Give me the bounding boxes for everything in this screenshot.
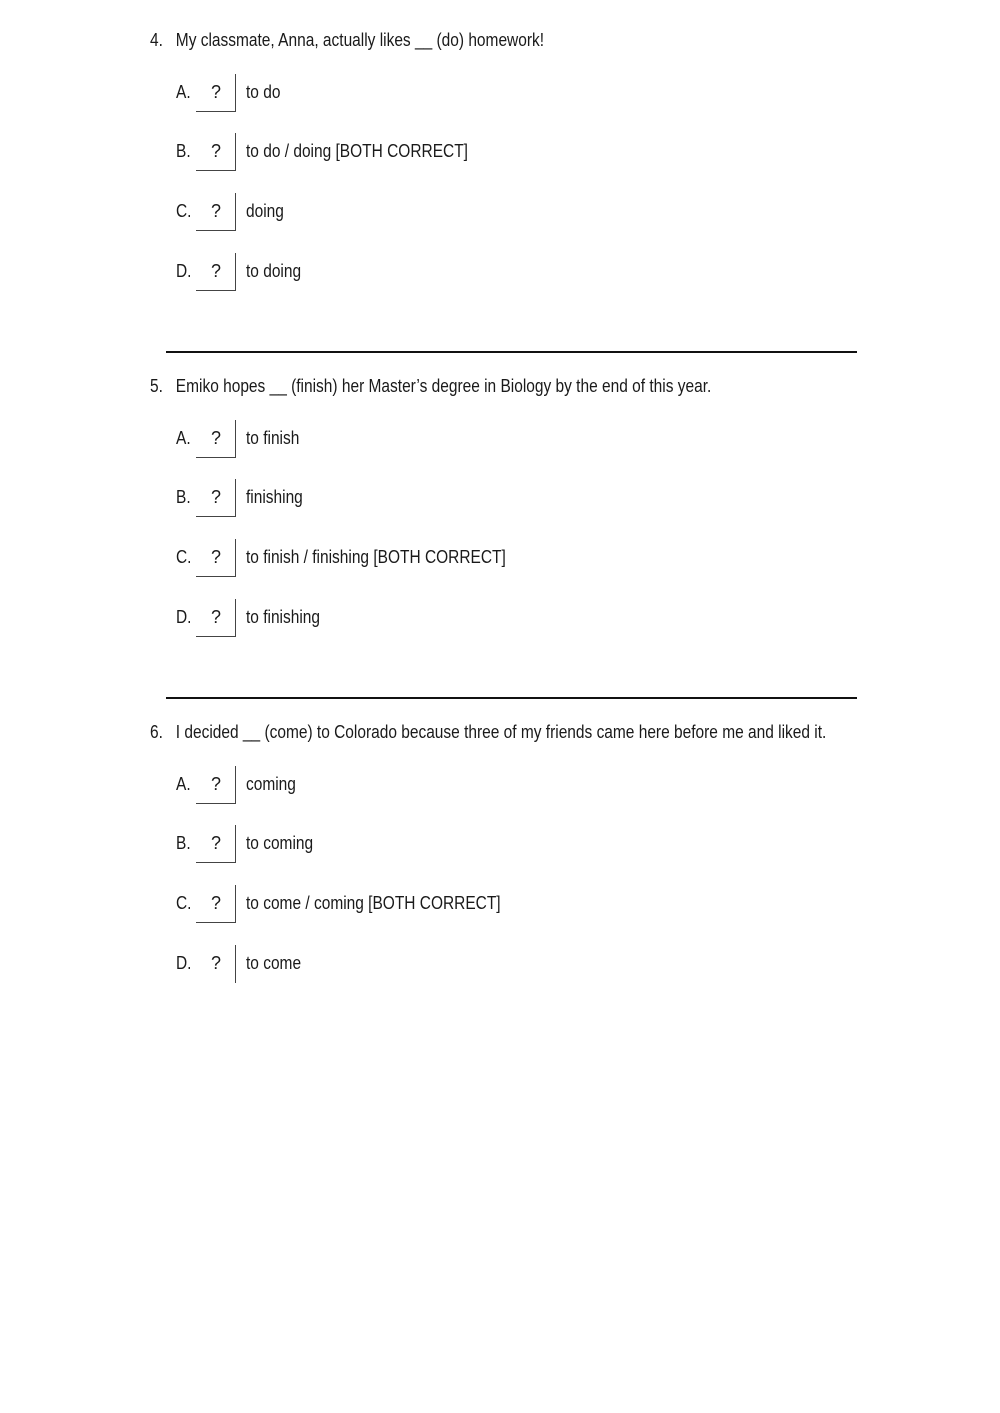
answer-box[interactable] — [196, 945, 236, 983]
option-d — [176, 253, 876, 293]
question-number: 5. — [150, 376, 163, 396]
option-text: to finishing — [246, 607, 321, 627]
answer-box[interactable] — [196, 133, 236, 171]
question-text: Emiko hopes __ (finish) her Master’s degree in Biology by the end of this year. — [175, 376, 712, 396]
option-letter: A. — [176, 82, 191, 102]
option-letter: C. — [176, 893, 192, 913]
option-c — [176, 539, 876, 579]
option-text: to finish — [246, 428, 300, 448]
option-letter: C. — [176, 201, 192, 221]
answer-box[interactable] — [196, 539, 236, 577]
answer-mark: ? — [210, 547, 221, 567]
section-divider — [166, 351, 857, 353]
option-d — [176, 599, 876, 639]
option-letter: D. — [176, 953, 192, 973]
option-letter: C. — [176, 547, 192, 567]
option-text: to come / coming [BOTH CORRECT] — [246, 893, 501, 913]
answer-box[interactable] — [196, 74, 236, 112]
option-b — [176, 133, 876, 173]
question-number: 4. — [150, 30, 163, 50]
answer-mark: ? — [210, 201, 221, 221]
answer-box[interactable] — [196, 193, 236, 231]
answer-mark: ? — [210, 953, 221, 973]
option-text: to come — [246, 953, 302, 973]
option-a — [176, 766, 876, 806]
option-b — [176, 825, 876, 865]
option-letter: D. — [176, 607, 192, 627]
option-c — [176, 885, 876, 925]
option-a — [176, 74, 876, 114]
option-letter: B. — [176, 487, 191, 507]
answer-mark: ? — [210, 141, 221, 161]
answer-box[interactable] — [196, 253, 236, 291]
question-text: My classmate, Anna, actually likes __ (do) homework! — [175, 30, 545, 50]
option-letter: A. — [176, 428, 191, 448]
option-a — [176, 420, 876, 460]
answer-mark: ? — [210, 774, 221, 794]
answer-box[interactable] — [196, 885, 236, 923]
option-text: coming — [246, 774, 296, 794]
option-letter: D. — [176, 261, 192, 281]
option-letter: B. — [176, 833, 191, 853]
answer-box[interactable] — [196, 825, 236, 863]
option-text: to coming — [246, 833, 314, 853]
option-text: to finish / finishing [BOTH CORRECT] — [246, 547, 506, 567]
option-text: to do — [246, 82, 281, 102]
section-divider — [166, 697, 857, 699]
answer-mark: ? — [210, 607, 221, 627]
option-text: doing — [246, 201, 284, 221]
option-letter: A. — [176, 774, 191, 794]
question-text: I decided __ (come) to Colorado because three of my friends came here before me and liked it. — [175, 722, 827, 742]
answer-mark: ? — [210, 261, 221, 281]
question-stem — [150, 375, 711, 397]
option-text: to doing — [246, 261, 302, 281]
option-text: to do / doing [BOTH CORRECT] — [246, 141, 468, 161]
answer-box[interactable] — [196, 599, 236, 637]
answer-mark: ? — [210, 487, 221, 507]
question-stem — [150, 29, 544, 51]
answer-mark: ? — [210, 428, 221, 448]
option-c — [176, 193, 876, 233]
question-stem — [150, 721, 826, 743]
answer-box[interactable] — [196, 479, 236, 517]
option-d — [176, 945, 876, 985]
question-number: 6. — [150, 722, 163, 742]
option-text: finishing — [246, 487, 303, 507]
option-b — [176, 479, 876, 519]
answer-mark: ? — [210, 833, 221, 853]
answer-box[interactable] — [196, 420, 236, 458]
answer-mark: ? — [210, 82, 221, 102]
answer-mark: ? — [210, 893, 221, 913]
answer-box[interactable] — [196, 766, 236, 804]
option-letter: B. — [176, 141, 191, 161]
